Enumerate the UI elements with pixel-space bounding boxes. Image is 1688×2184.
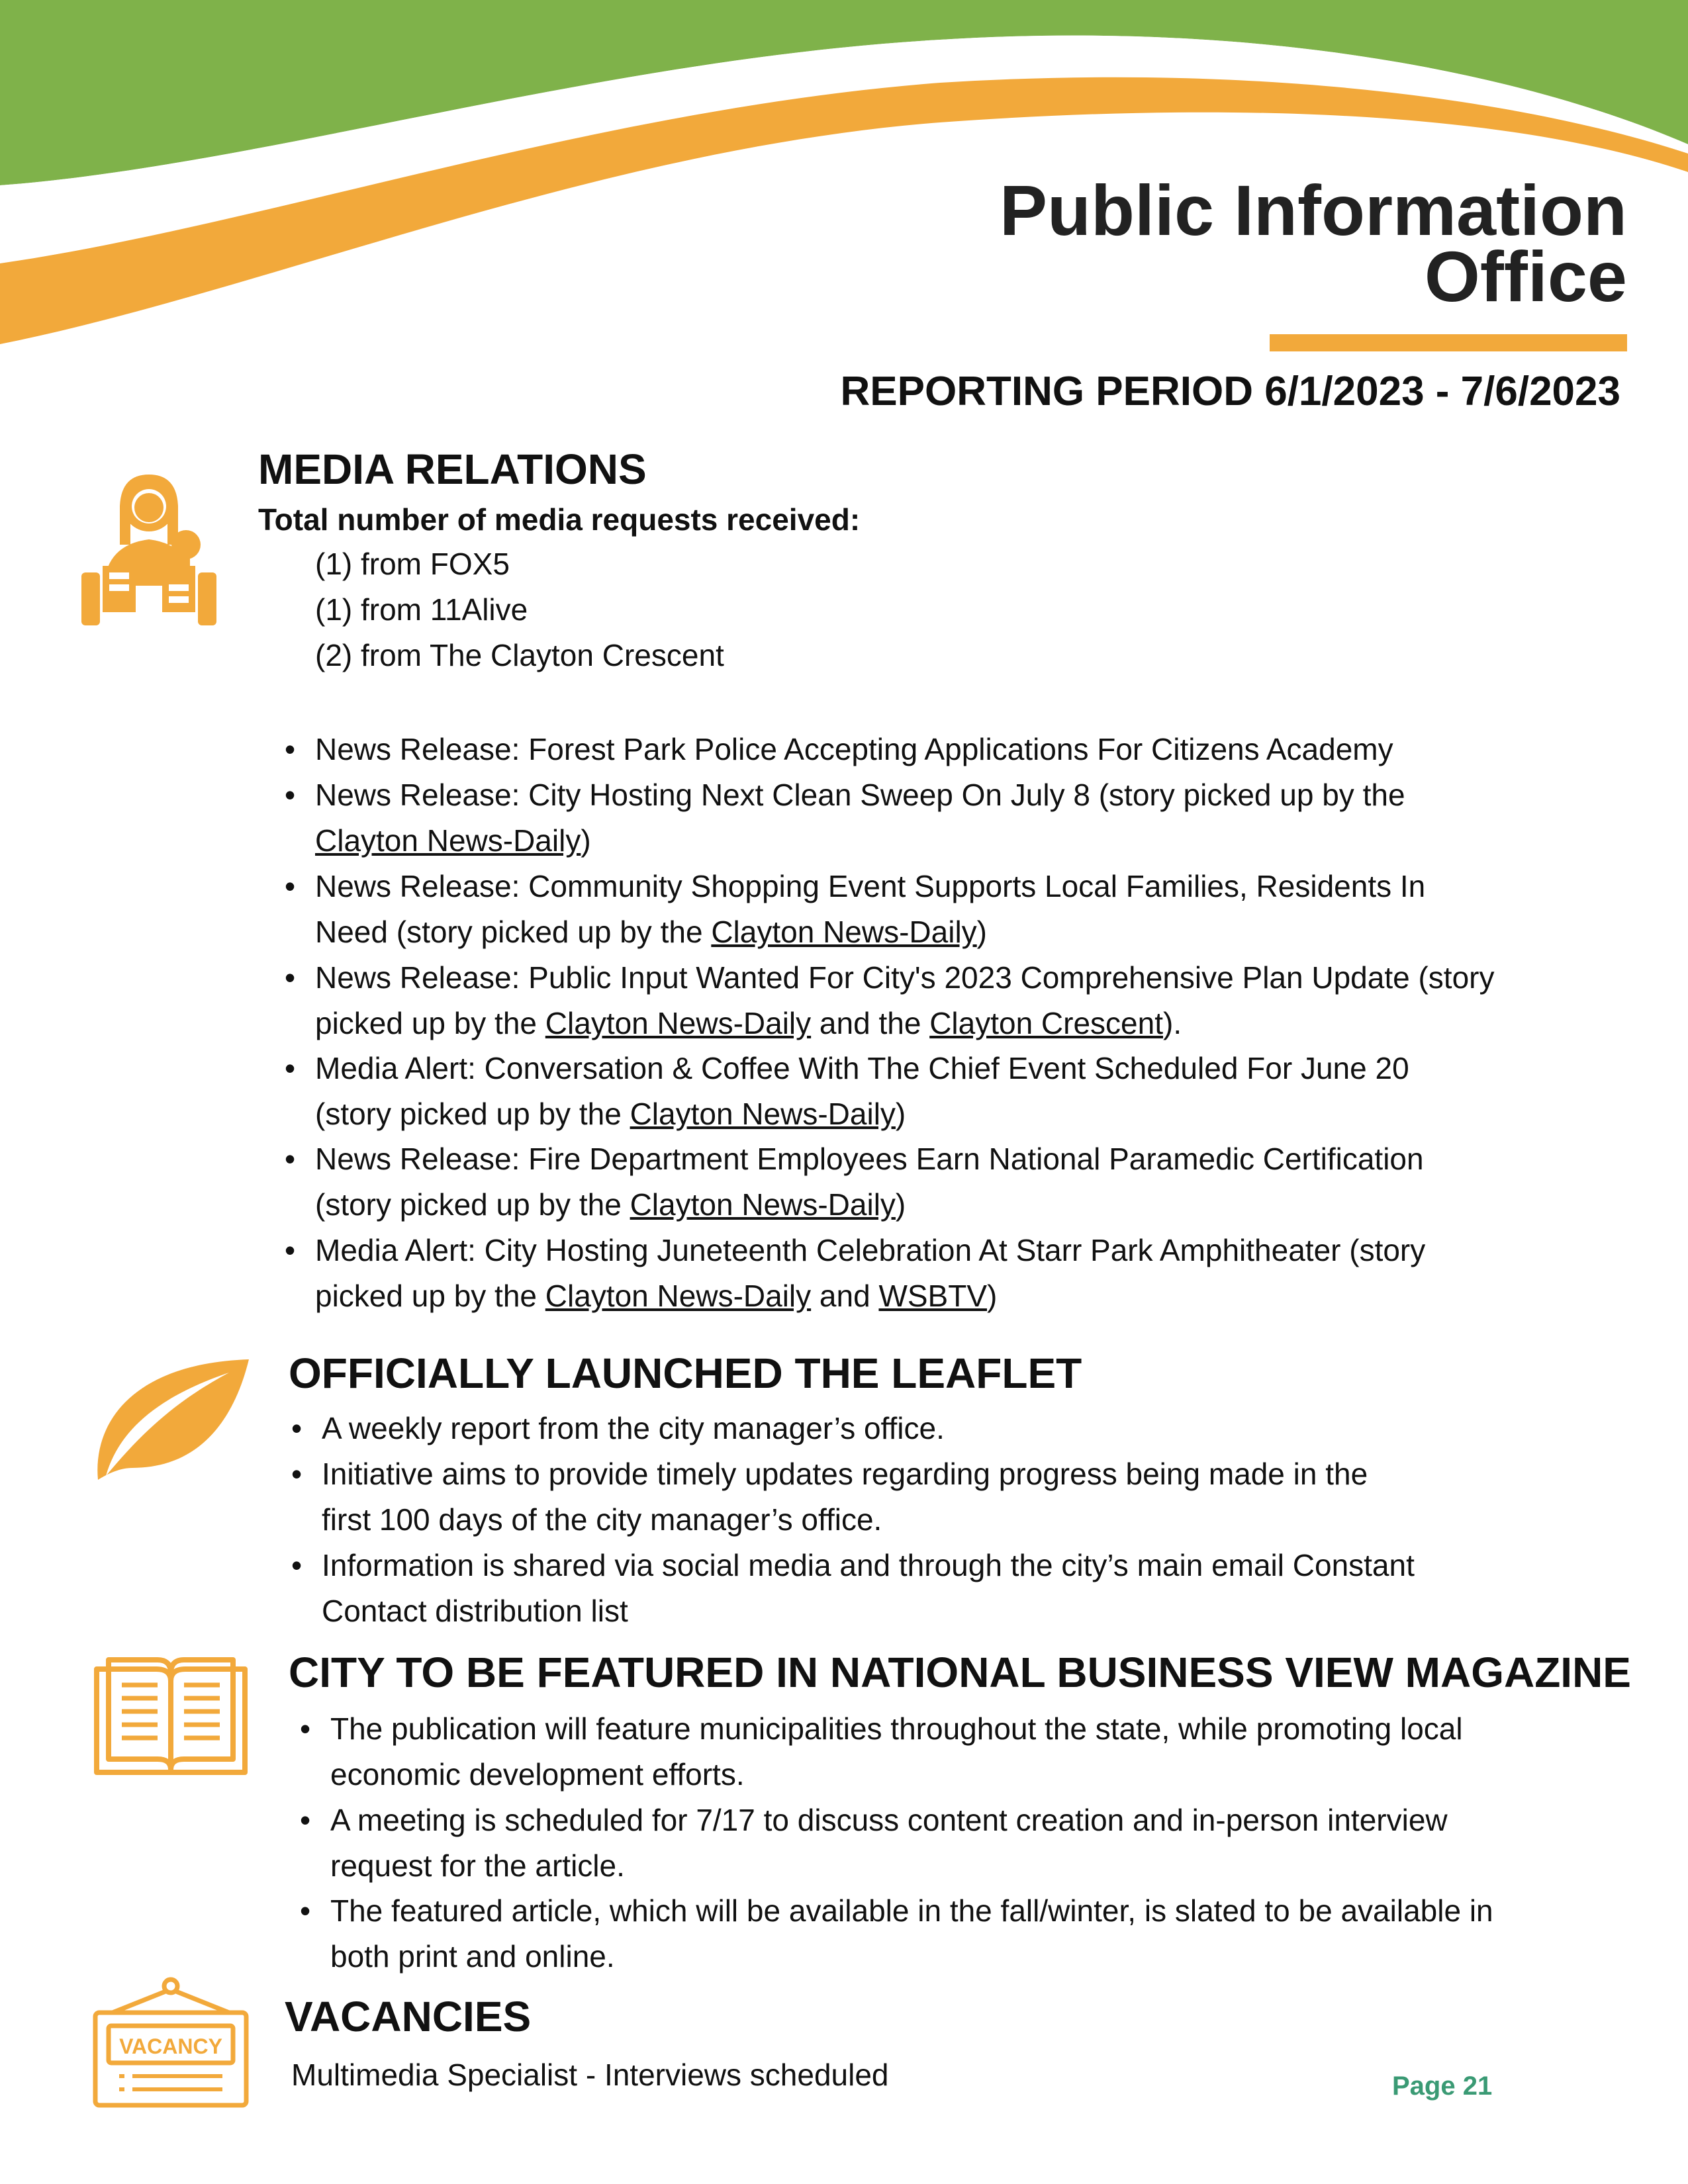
magazine-item-text: economic development efforts. bbox=[330, 1757, 745, 1792]
bullet-dot: • bbox=[285, 960, 296, 995]
media-item-text: (story picked up by the bbox=[315, 1187, 630, 1222]
leaflet-item-text: Initiative aims to provide timely updates regarding progress being made in the bbox=[322, 1457, 1368, 1491]
leaflet-item-text: Information is shared via social media and through the city’s main email Constant bbox=[322, 1548, 1415, 1582]
media-item-text: picked up by the bbox=[315, 1006, 545, 1040]
bullet-dot: • bbox=[291, 1457, 303, 1491]
media-item-text: News Release: Community Shopping Event Supports Local Families, Residents In bbox=[315, 869, 1426, 903]
leaf-icon bbox=[93, 1350, 252, 1482]
media-item-text: News Release: Fire Department Employees Earn National Paramedic Certification bbox=[315, 1142, 1424, 1176]
clayton-news-daily-link[interactable]: Clayton News-Daily bbox=[630, 1187, 896, 1222]
media-relations-heading: MEDIA RELATIONS bbox=[258, 445, 647, 493]
clayton-news-daily-link[interactable]: Clayton News-Daily bbox=[545, 1006, 812, 1040]
bullet-dot: • bbox=[285, 1233, 296, 1267]
media-list-item bbox=[285, 1046, 1409, 1137]
leaflet-item-text: first 100 days of the city manager’s office. bbox=[322, 1502, 882, 1537]
vacancy-item: Multimedia Specialist - Interviews scheduled bbox=[291, 2058, 889, 2092]
media-reporter-icon bbox=[63, 467, 235, 639]
page-title-line2: Office bbox=[1424, 236, 1627, 316]
media-item-text: ). bbox=[1163, 1006, 1182, 1040]
bullet-dot: • bbox=[285, 778, 296, 812]
vacancies-heading: VACANCIES bbox=[285, 1993, 532, 2040]
media-list-item bbox=[285, 1228, 1426, 1319]
bullet-dot: • bbox=[300, 1711, 311, 1746]
leaflet-list-item bbox=[291, 1451, 1368, 1543]
bullet-dot: • bbox=[285, 869, 296, 903]
media-list-item bbox=[285, 727, 1393, 772]
magazine-item-text: request for the article. bbox=[330, 1848, 625, 1883]
media-item-text: News Release: Forest Park Police Accepting Applications For Citizens Academy bbox=[315, 732, 1393, 766]
magazine-item-text: both print and online. bbox=[330, 1939, 615, 1974]
media-item-text: Need (story picked up by the bbox=[315, 915, 712, 949]
bullet-dot: • bbox=[300, 1803, 311, 1837]
media-item-text: ) bbox=[976, 915, 987, 949]
leaflet-heading: OFFICIALLY LAUNCHED THE LEAFLET bbox=[289, 1349, 1082, 1397]
media-item-text: picked up by the bbox=[315, 1279, 545, 1313]
magazine-item-text: A meeting is scheduled for 7/17 to discuss content creation and in-person interview bbox=[330, 1803, 1448, 1837]
clayton-news-daily-link[interactable]: Clayton News-Daily bbox=[315, 823, 581, 858]
media-list-item bbox=[285, 864, 1426, 955]
leaflet-item-text: A weekly report from the city manager’s office. bbox=[322, 1411, 945, 1445]
media-item-text: ) bbox=[895, 1097, 906, 1131]
bullet-dot: • bbox=[291, 1548, 303, 1582]
media-requests-label: Total number of media requests received: bbox=[258, 502, 861, 537]
page-title-line1: Public Information bbox=[999, 170, 1627, 250]
reporting-period: REPORTING PERIOD 6/1/2023 - 7/6/2023 bbox=[840, 369, 1620, 414]
media-item-text: Media Alert: Conversation & Coffee With The Chief Event Scheduled For June 20 bbox=[315, 1051, 1409, 1085]
wsbtv-link[interactable]: WSBTV bbox=[878, 1279, 988, 1313]
media-item-text: and bbox=[811, 1279, 879, 1313]
bullet-dot: • bbox=[285, 1051, 296, 1085]
media-item-text: Media Alert: City Hosting Juneteenth Celebration At Starr Park Amphitheater (story bbox=[315, 1233, 1426, 1267]
media-item-text: (story picked up by the bbox=[315, 1097, 630, 1131]
bullet-dot: • bbox=[285, 1142, 296, 1176]
title-underline bbox=[1270, 334, 1627, 351]
page-number: Page 21 bbox=[1392, 2071, 1493, 2101]
magazine-item-text: The publication will feature municipalities throughout the state, while promoting local bbox=[330, 1711, 1463, 1746]
media-list-item bbox=[285, 772, 1405, 864]
media-list-item bbox=[285, 955, 1495, 1046]
media-request-item: (1) from FOX5 bbox=[315, 547, 510, 581]
magazine-item-text: The featured article, which will be available in the fall/winter, is slated to be available in bbox=[330, 1893, 1493, 1928]
clayton-news-daily-link[interactable]: Clayton News-Daily bbox=[711, 915, 977, 949]
leaflet-list-item bbox=[291, 1406, 945, 1451]
clayton-news-daily-link[interactable]: Clayton News-Daily bbox=[545, 1279, 812, 1313]
vacancy-sign-text: VACANCY bbox=[119, 2034, 222, 2058]
bullet-dot: • bbox=[291, 1411, 303, 1445]
clayton-crescent-link[interactable]: Clayton Crescent bbox=[929, 1006, 1164, 1040]
media-request-item: (2) from The Clayton Crescent bbox=[315, 638, 724, 672]
leaflet-list-item bbox=[291, 1543, 1415, 1634]
magazine-list-item bbox=[300, 1797, 1448, 1889]
magazine-list-item bbox=[300, 1706, 1463, 1797]
media-item-text: News Release: Public Input Wanted For City's 2023 Comprehensive Plan Update (story bbox=[315, 960, 1495, 995]
media-request-item: (1) from 11Alive bbox=[315, 592, 528, 627]
vacancy-sign-icon bbox=[93, 1976, 249, 2108]
open-book-icon bbox=[93, 1656, 249, 1776]
media-item-text: ) bbox=[987, 1279, 998, 1313]
media-list-item bbox=[285, 1136, 1424, 1228]
media-item-text: and the bbox=[811, 1006, 930, 1040]
bullet-dot: • bbox=[285, 732, 296, 766]
magazine-heading: CITY TO BE FEATURED IN NATIONAL BUSINESS VIEW MAGAZINE bbox=[289, 1649, 1631, 1696]
page-title bbox=[999, 170, 1627, 316]
leaflet-item-text: Contact distribution list bbox=[322, 1594, 628, 1628]
media-item-text: News Release: City Hosting Next Clean Sweep On July 8 (story picked up by the bbox=[315, 778, 1405, 812]
magazine-list-item bbox=[300, 1888, 1493, 1979]
media-item-text: ) bbox=[581, 823, 591, 858]
clayton-news-daily-link[interactable]: Clayton News-Daily bbox=[630, 1097, 896, 1131]
media-item-text: ) bbox=[895, 1187, 906, 1222]
bullet-dot: • bbox=[300, 1893, 311, 1928]
